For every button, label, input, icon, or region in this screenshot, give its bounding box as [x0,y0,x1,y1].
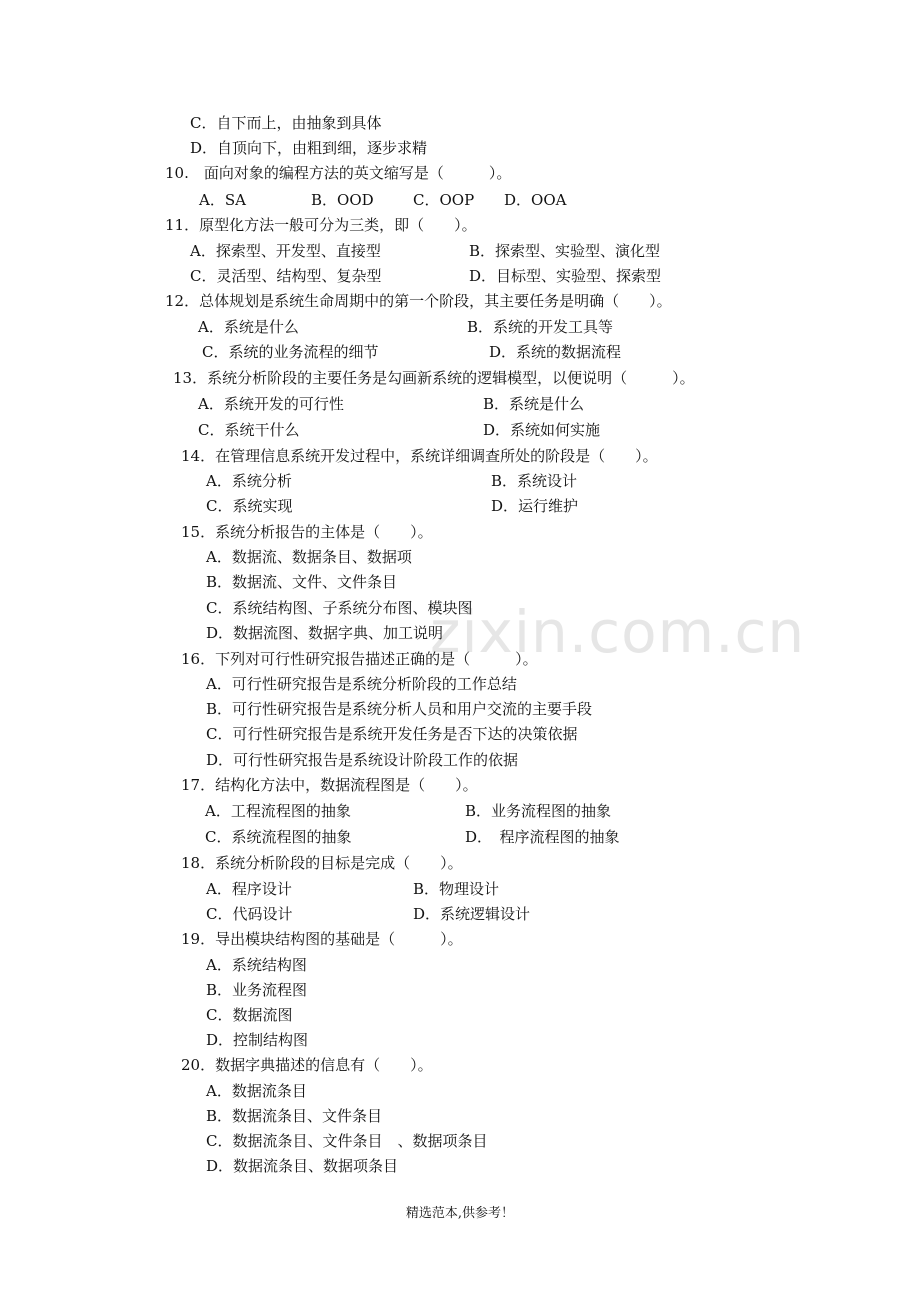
q15-option-b: B．数据流、文件、文件条目 [206,573,398,591]
q10-stem: 10. 面向对象的编程方法的英文缩写是（ ）。 [165,164,512,182]
q13-option-d: D．系统如何实施 [483,421,601,439]
q13-option-a: A．系统开发的可行性 [198,395,344,413]
q11-option-b: B．探索型、实验型、演化型 [469,242,661,260]
q17-stem: 17．结构化方法中，数据流程图是（ ）。 [181,776,478,794]
q9-option-d: D．自顶向下，由粗到细，逐步求精 [190,139,428,157]
q11-option-d: D．目标型、实验型、探索型 [469,267,662,285]
q10-option-d: D．OOA [504,191,567,209]
q12-option-b: B．系统的开发工具等 [467,318,614,336]
q10-option-a: A．SA [199,191,246,209]
q14-stem: 14．在管理信息系统开发过程中，系统详细调查所处的阶段是（ ）。 [181,447,658,465]
q12-option-d: D．系统的数据流程 [489,343,622,361]
page-footer: 精选范本,供参考！ [405,1206,515,1221]
watermark: zixin.com.cn [430,598,806,666]
q11-option-a: A．探索型、开发型、直接型 [190,242,381,260]
q17-option-c: C．系统流程图的抽象 [205,828,352,846]
q20-stem: 20．数据字典描述的信息有（ ）。 [181,1056,433,1074]
q17-option-b: B．业务流程图的抽象 [465,802,612,820]
q14-option-a: A．系统分析 [206,472,292,490]
q16-option-d: D．可行性研究报告是系统设计阶段工作的依据 [206,751,519,769]
q18-option-b: B．物理设计 [413,880,500,898]
q16-option-a: A．可行性研究报告是系统分析阶段的工作总结 [206,675,517,693]
q20-option-a: A．数据流条目 [206,1082,307,1100]
q11-stem: 11．原型化方法一般可分为三类，即（ ）。 [165,216,477,234]
q10-option-c: C．OOP [413,191,475,209]
q14-option-d: D．运行维护 [491,497,579,515]
q12-stem: 12．总体规划是系统生命周期中的第一个阶段，其主要任务是明确（ ）。 [165,292,672,310]
q16-option-b: B．可行性研究报告是系统分析人员和用户交流的主要手段 [206,700,593,718]
q12-option-c: C．系统的业务流程的细节 [202,343,379,361]
q11-option-c: C．灵活型、结构型、复杂型 [190,267,382,285]
q19-option-b: B．业务流程图 [206,981,308,999]
q19-option-a: A．系统结构图 [206,956,307,974]
q15-option-c: C．系统结构图、子系统分布图、模块图 [206,599,473,617]
q18-option-c: C．代码设计 [206,905,293,923]
q13-option-b: B．系统是什么 [483,395,585,413]
q15-stem: 15．系统分析报告的主体是（ ）。 [181,523,433,541]
q18-option-a: A．程序设计 [206,880,292,898]
q18-option-d: D．系统逻辑设计 [413,905,531,923]
q16-option-c: C．可行性研究报告是系统开发任务是否下达的决策依据 [206,725,578,743]
q20-option-b: B．数据流条目、文件条目 [206,1107,383,1125]
q18-stem: 18．系统分析阶段的目标是完成（ ）。 [181,854,463,872]
q15-option-d: D．数据流图、数据字典、加工说明 [206,624,444,642]
q17-option-d: D． 程序流程图的抽象 [465,828,620,846]
q16-stem: 16．下列对可行性研究报告描述正确的是（ ）。 [181,650,538,668]
q9-option-c: C．自下而上，由抽象到具体 [190,114,382,132]
q15-option-a: A．数据流、数据条目、数据项 [206,548,412,566]
q14-option-b: B．系统设计 [491,472,578,490]
q17-option-a: A．工程流程图的抽象 [205,802,351,820]
q20-option-c: C．数据流条目、文件条目 、数据项条目 [206,1132,488,1150]
q12-option-a: A．系统是什么 [198,318,299,336]
q10-option-b: B．OOD [311,191,374,209]
q14-option-c: C．系统实现 [206,497,293,515]
q13-option-c: C．系统干什么 [198,421,300,439]
q19-option-c: C．数据流图 [206,1006,293,1024]
q19-option-d: D．控制结构图 [206,1031,309,1049]
q13-stem: 13．系统分析阶段的主要任务是勾画新系统的逻辑模型，以便说明（ ）。 [173,369,695,387]
q20-option-d: D．数据流条目、数据项条目 [206,1157,399,1175]
q19-stem: 19．导出模块结构图的基础是（ ）。 [181,930,463,948]
